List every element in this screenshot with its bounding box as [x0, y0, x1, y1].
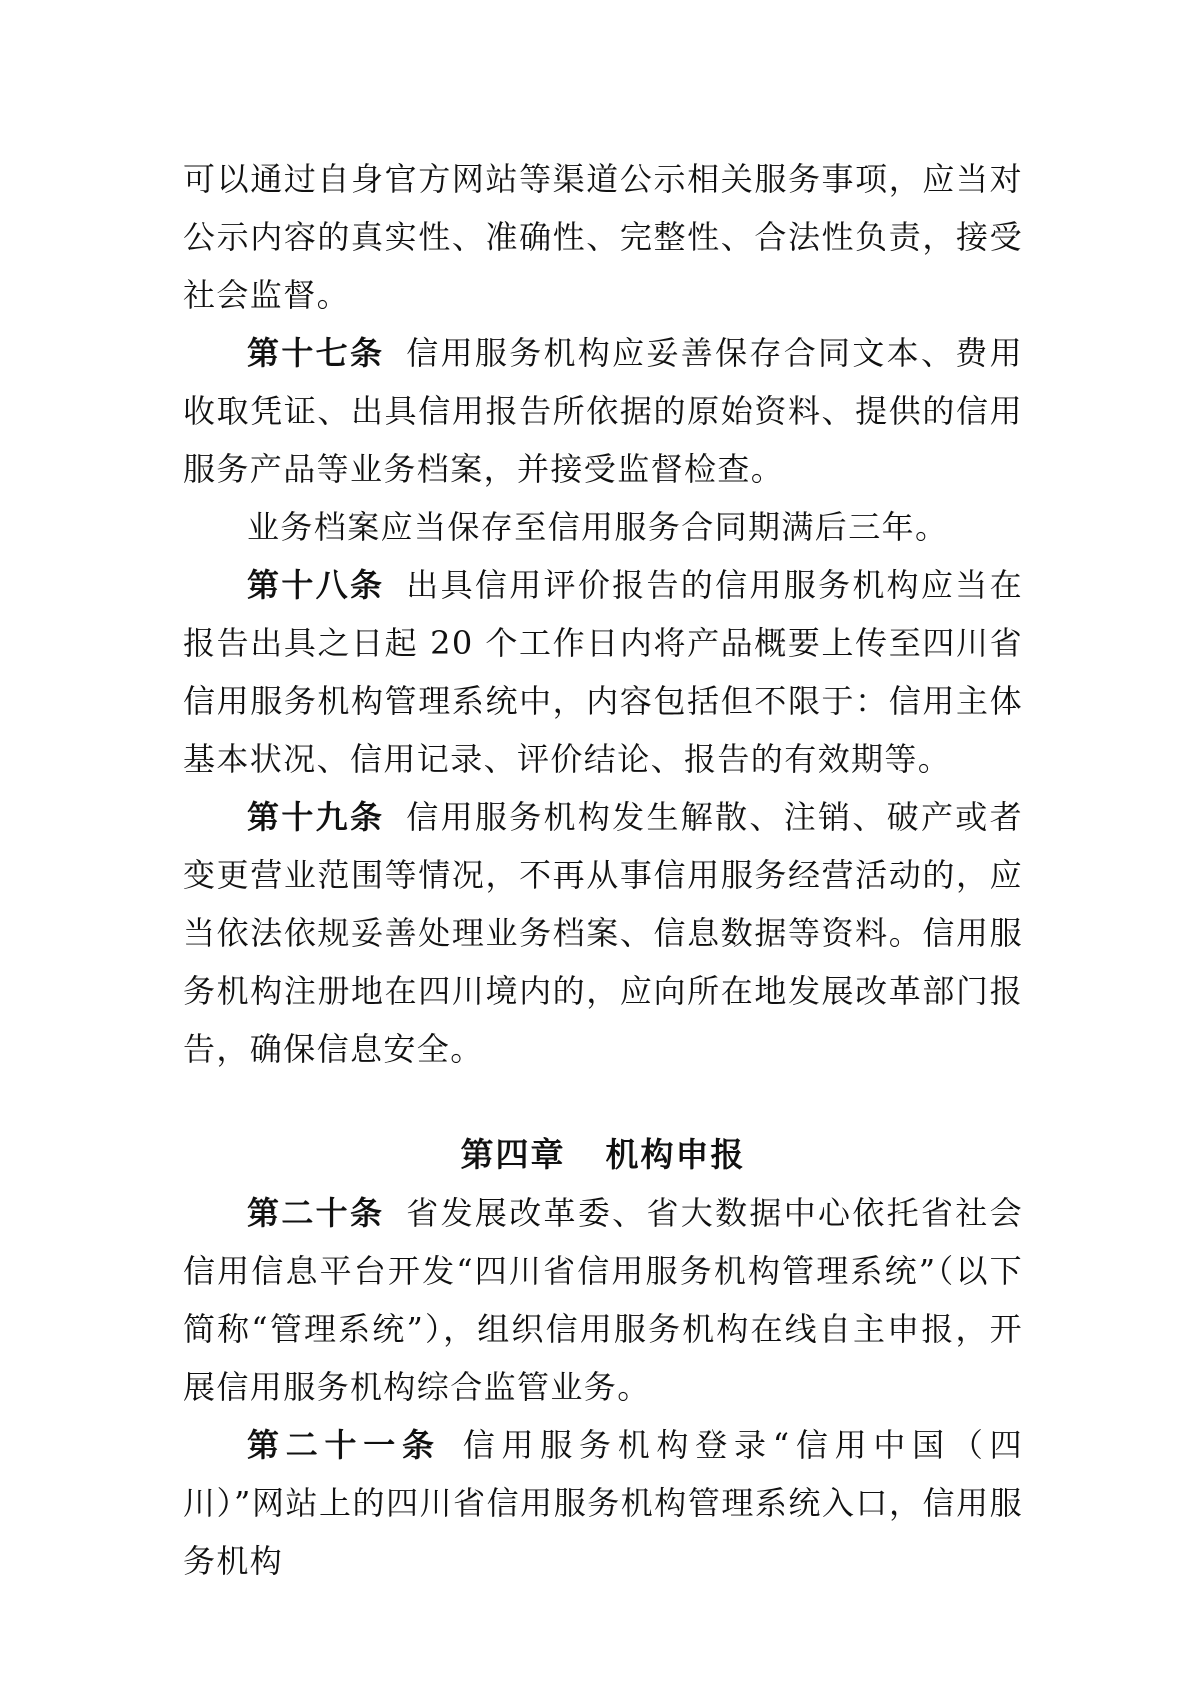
- article-label: 第十九条: [247, 798, 385, 836]
- article-label: 第二十条: [247, 1194, 385, 1232]
- article-17: [183, 324, 1023, 498]
- document-page: [183, 150, 1023, 1590]
- article-19: [183, 788, 1023, 1078]
- article-label: 第十八条: [247, 566, 385, 604]
- article-label: 第十七条: [247, 334, 385, 372]
- article-label: 第二十一条: [247, 1426, 441, 1464]
- article-18: [183, 556, 1023, 788]
- article-21: [183, 1416, 1023, 1590]
- chapter-number: 第四章: [460, 1135, 566, 1174]
- article-20: [183, 1184, 1023, 1416]
- chapter-title: 机构申报: [605, 1135, 746, 1174]
- chapter-heading: [183, 1126, 1023, 1184]
- paragraph-archive-retention: [183, 498, 1023, 556]
- article-text: 出具信用评价报告的信用服务机构应当在报告出具之日起 20 个工作日内将产品概要上传至四川省信用服务机构管理系统中，内容包括但不限于：信用主体基本状况、信用记录、评价结论、报告的有效期等。: [183, 566, 1023, 778]
- article-text: 信用服务机构发生解散、注销、破产或者变更营业范围等情况，不再从事信用服务经营活动的，应当依法依规妥善处理业务档案、信息数据等资料。信用服务机构注册地在四川境内的，应向所在地发展改革部门报告，确保信息安全。: [183, 798, 1023, 1068]
- article-text: 信用服务机构登录“信用中国（四川）”网站上的四川省信用服务机构管理系统入口，信用服务机构: [183, 1426, 1023, 1580]
- article-text: 省发展改革委、省大数据中心依托省社会信用信息平台开发“四川省信用服务机构管理系统”（以下简称“管理系统”），组织信用服务机构在线自主申报，开展信用服务机构综合监管业务。: [183, 1194, 1023, 1406]
- paragraph-publicity: [183, 150, 1023, 324]
- article-text: 信用服务机构应妥善保存合同文本、费用收取凭证、出具信用报告所依据的原始资料、提供的信用服务产品等业务档案，并接受监督检查。: [183, 334, 1023, 488]
- paragraph-text: 业务档案应当保存至信用服务合同期满后三年。: [247, 508, 949, 546]
- paragraph-text: 可以通过自身官方网站等渠道公示相关服务事项，应当对公示内容的真实性、准确性、完整性、合法性负责，接受社会监督。: [183, 160, 1023, 314]
